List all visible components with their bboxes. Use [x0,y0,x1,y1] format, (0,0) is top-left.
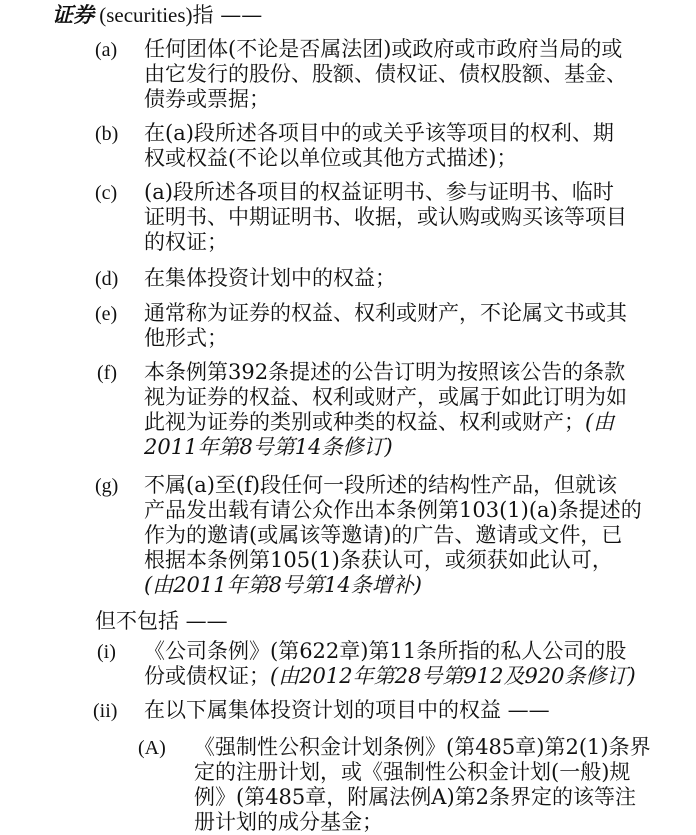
item-b-marker: (b) [95,123,119,145]
item-g-amendment-note: (由2011年第8号第14条增补) [144,573,422,597]
item-g-line: 产品发出载有请公众作出本条例第103(1)(a)条提述的 [144,498,642,522]
item-c-marker: (c) [95,182,118,204]
exclusion-ii-marker: (ii) [93,700,118,722]
item-g-line: 根据本条例第105(1)条获认可，或须获如此认可， [144,548,613,572]
item-c-line: (a)段所述各项目的权益证明书、参与证明书、临时 [144,180,614,204]
item-g-line: 不属(a)至(f)段任何一段所述的结构性产品，但就该 [144,473,618,497]
item-f-line: 视为证券的权益、权利或财产，或属于如此订明为如 [144,385,627,409]
item-a-marker: (a) [95,39,118,61]
item-f-line-text: 此视为证券的类别或种类的权益、权利或财产； [144,410,585,434]
item-f-marker: (f) [97,362,117,384]
item-g-line: 作为的邀请(或属该等邀请)的广告、邀请或文件，已 [144,523,623,547]
exclusion-i-line: 《公司条例》(第622章)第11条所指的私人公司的股 [144,639,627,663]
exclusion-i-marker: (i) [97,641,116,663]
exclusion-i-amendment-note: (由2012年第28号第912及920条修订) [270,664,636,688]
item-f-amendment-note: (由 [585,410,615,434]
sub-item-A-marker: (A) [138,737,166,759]
exclusion-i-line [144,664,636,689]
definition-heading [52,2,262,28]
exclusion-ii-line: 在以下属集体投资计划的项目中的权益 —— [144,698,550,722]
item-a-line: 任何团体(不论是否属法团)或政府或市政府当局的或 [144,37,623,61]
item-b-line: 在(a)段所述各项目中的或关乎该等项目的权利、期 [144,121,614,145]
item-g-marker: (g) [95,475,119,497]
item-e-line: 通常称为证券的权益、权利或财产，不论属文书或其 [144,301,627,325]
sub-item-A-line: 定的注册计划，或《强制性公积金计划(一般)规 [194,760,631,784]
item-c-line: 的权证； [144,230,228,254]
item-a-line: 由它发行的股份、股额、债权证、债权股额、基金、 [144,62,627,86]
item-d-marker: (d) [95,268,119,290]
definition-intro-suffix: 指 —— [192,3,263,27]
exclusion-intro: 但不包括 —— [95,609,228,633]
defined-term-english: (securities) [94,3,193,27]
item-d-line: 在集体投资计划中的权益； [144,266,396,290]
item-f-line [144,410,614,435]
sub-item-A-line: 《强制性公积金计划条例》(第485章)第2(1)条界 [194,735,651,759]
item-c-line: 证明书、中期证明书、收据，或认购或购买该等项目 [144,205,627,229]
defined-term: 证券 [52,2,94,27]
item-e-line: 他形式； [144,326,228,350]
item-f-line: 本条例第392条提述的公告订明为按照该公告的条款 [144,360,626,384]
sub-item-A-line: 册计划的成分基金； [194,810,383,834]
item-b-line: 权或权益(不论以单位或其他方式描述)； [144,146,518,170]
sub-item-A-line: 例》(第485章，附属法例A)第2条界定的该等注 [194,785,636,809]
item-e-marker: (e) [95,303,118,325]
item-a-line: 债券或票据； [144,87,270,111]
item-f-amendment-note: 2011年第8号第14条修订) [144,435,393,459]
exclusion-i-line-text: 份或债权证； [144,664,270,688]
